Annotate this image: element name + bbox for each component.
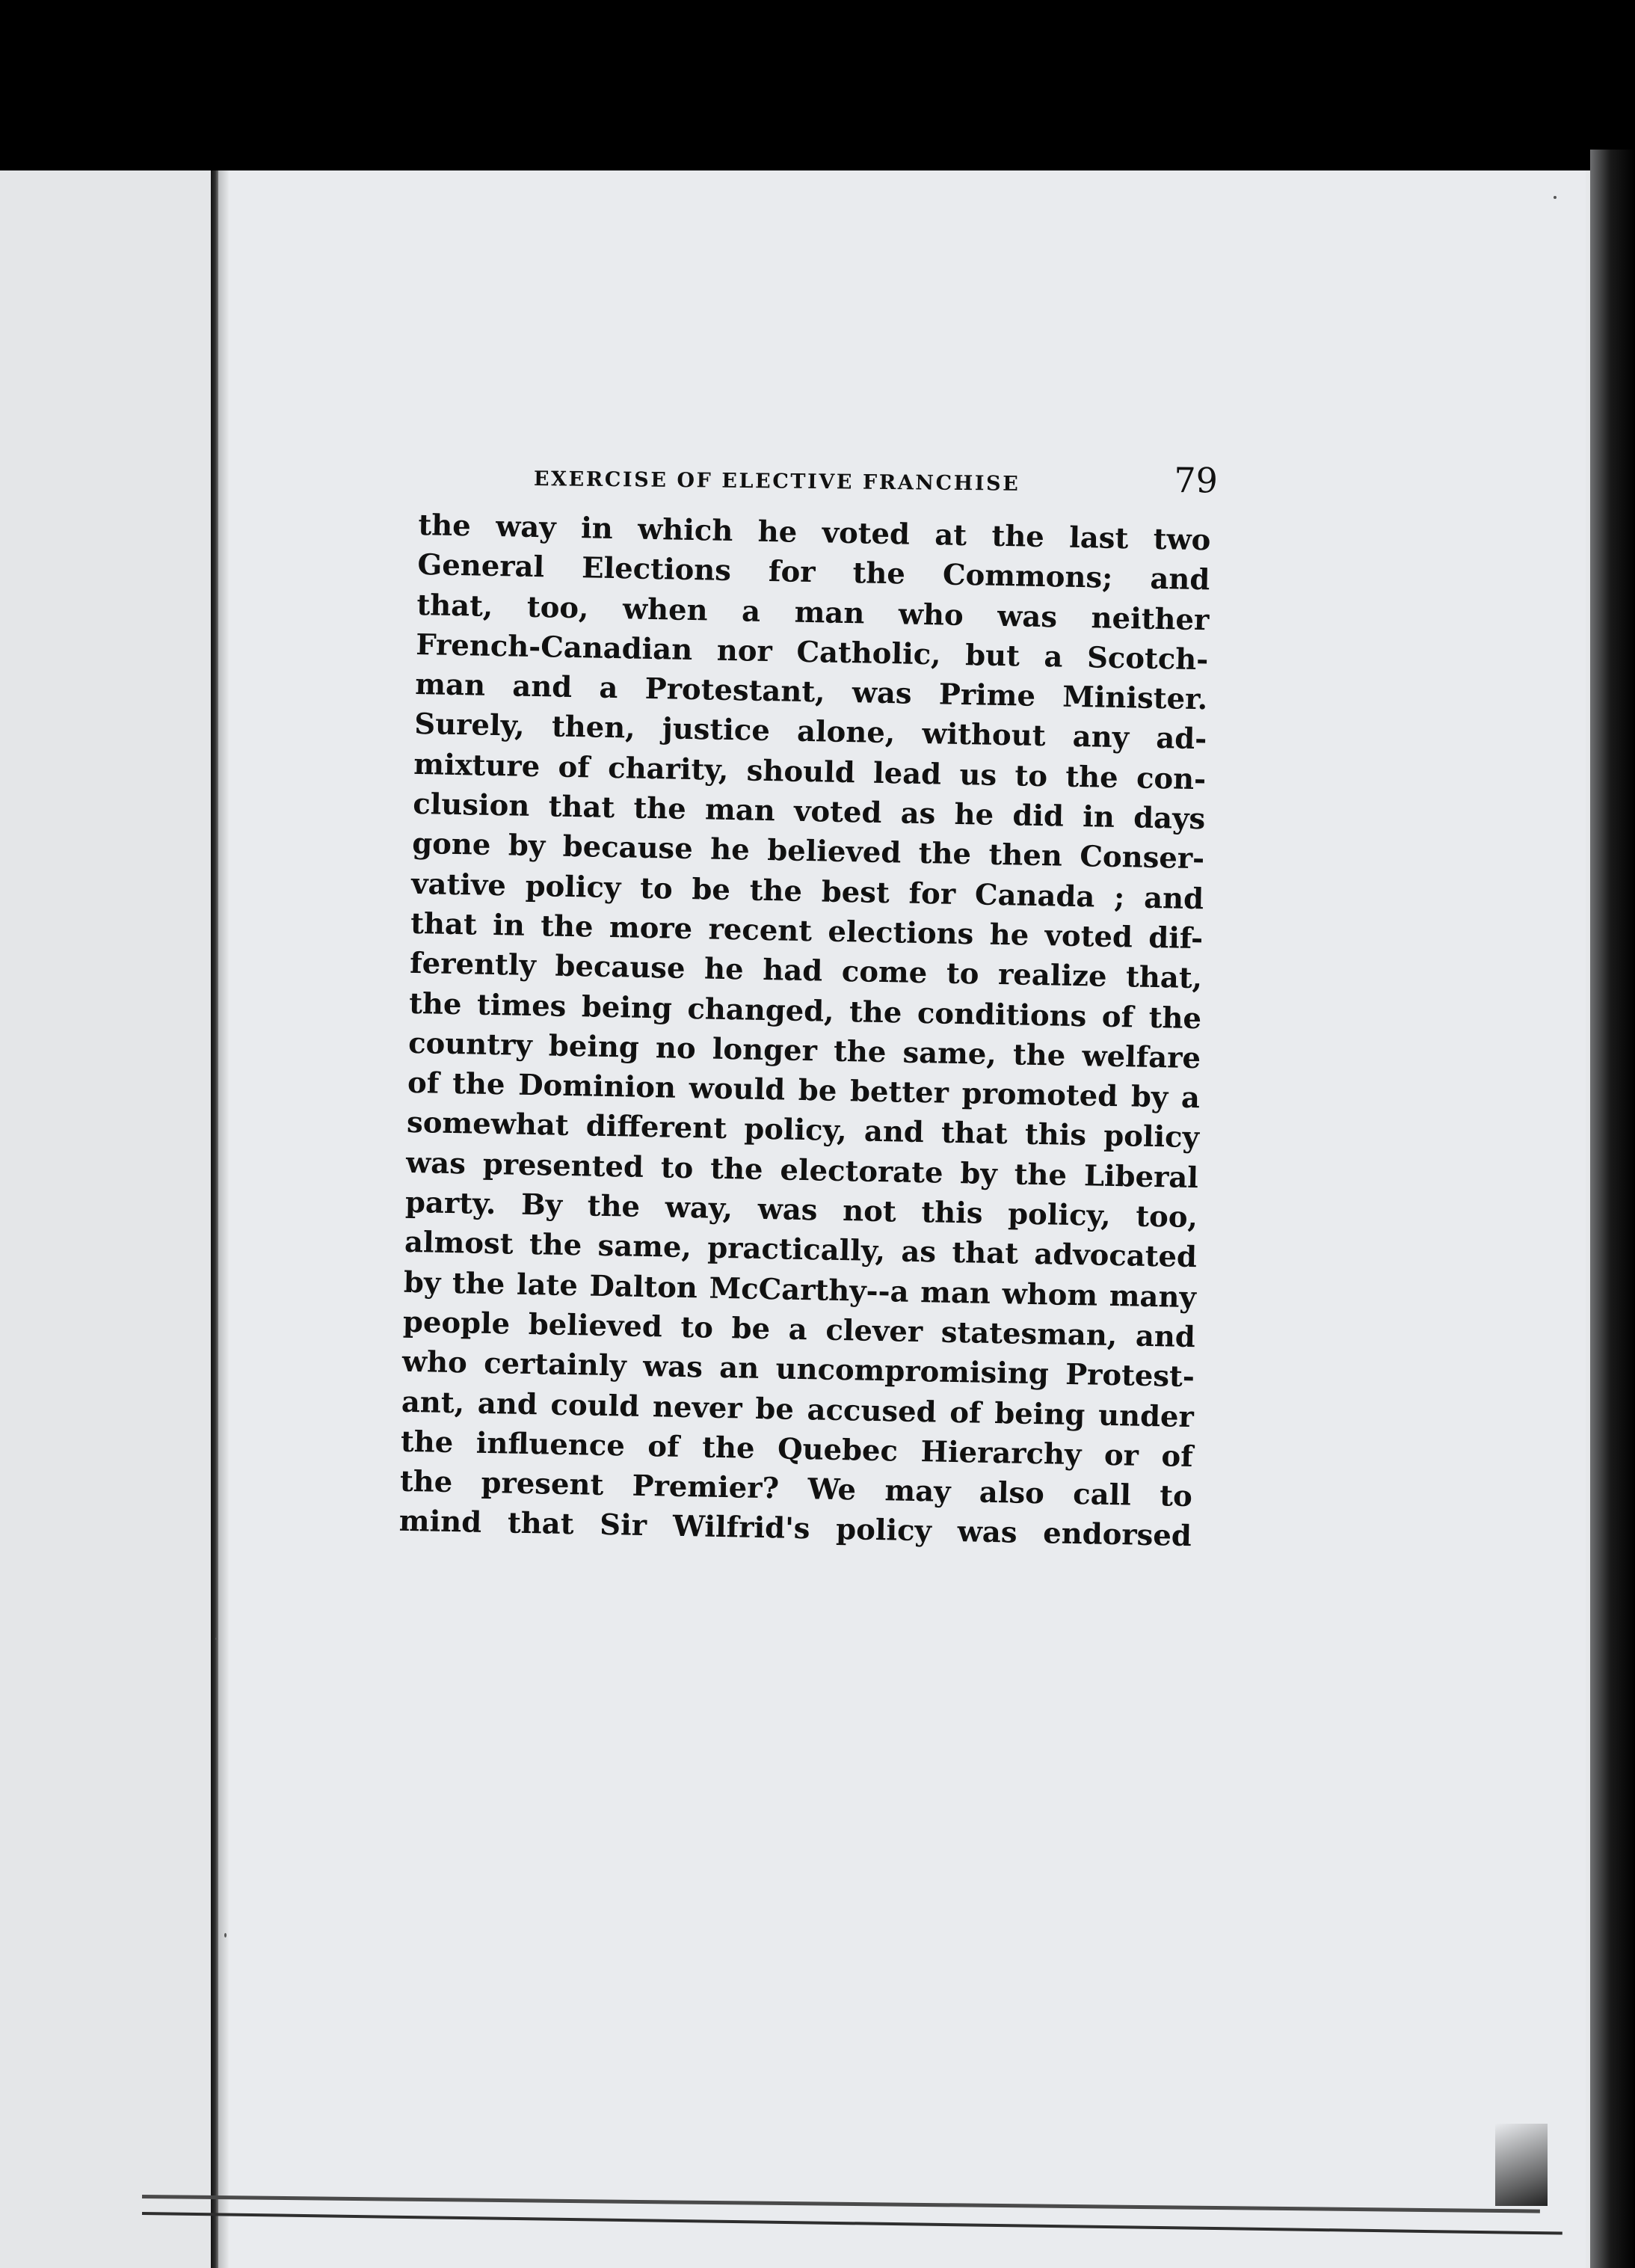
text-line: Surely, then, justice alone, without any ad- <box>413 707 1207 757</box>
text-line: the influence of the Quebec Hierarchy or of <box>400 1425 1194 1474</box>
text-line: man and a Protestant, was Prime Minister. <box>414 668 1208 717</box>
page-corner-shadow <box>1495 2124 1548 2206</box>
text-line: somewhat different policy, and that this policy <box>406 1106 1200 1155</box>
text-line: country being no longer the same, the welfare <box>407 1026 1201 1076</box>
book-gutter <box>211 170 218 2268</box>
facing-page <box>0 170 211 2268</box>
text-line: French-Canadian nor Catholic, but a Scotch- <box>415 627 1209 677</box>
running-title: EXERCISE OF ELECTIVE FRANCHISE <box>533 467 1020 496</box>
text-line: people believed to be a clever statesman, and <box>402 1305 1196 1355</box>
text-line: ant, and could never be accused of being under <box>401 1385 1195 1434</box>
page-number: 79 <box>1174 459 1219 501</box>
body-text <box>398 505 1210 1557</box>
gutter-shadow <box>218 170 229 2268</box>
text-line: ferently because he had come to realize that, <box>409 947 1203 996</box>
text-line: vative policy to be the best for Canada ; and <box>410 867 1204 916</box>
scan-speck <box>1554 196 1557 199</box>
text-line: almost the same, practically, as that advocated <box>404 1226 1198 1275</box>
text-line: mixture of charity, should lead us to the con- <box>413 747 1207 797</box>
text-line: was presented to the electorate by the Liberal <box>405 1146 1199 1195</box>
text-line: the times being changed, the conditions of the <box>408 986 1202 1036</box>
text-line: that, too, when a man who was neither <box>416 588 1210 637</box>
text-line: mind that Sir Wilfrid's policy was endorsed <box>398 1505 1192 1554</box>
scan-right-border <box>1590 150 1635 2268</box>
text-line: the way in which he voted at the last two <box>418 508 1211 558</box>
text-line: party. By the way, was not this policy, too, <box>404 1185 1198 1235</box>
text-line: by the late Dalton McCarthy--a man whom many <box>403 1265 1197 1315</box>
scan-speck <box>224 1933 227 1937</box>
text-line: that in the more recent elections he voted dif- <box>410 906 1204 956</box>
text-line: of the Dominion would be better promoted by a <box>407 1066 1201 1116</box>
text-line: clusion that the man voted as he did in days <box>412 787 1206 837</box>
text-line: gone by because he believed the then Conser- <box>411 827 1205 876</box>
scan-speck <box>215 1638 218 1640</box>
text-line: General Elections for the Commons; and <box>417 548 1210 597</box>
text-line: the present Premier? We may also call to <box>399 1464 1193 1514</box>
text-line: who certainly was an uncompromising Protest- <box>401 1345 1195 1395</box>
running-head <box>534 453 1219 501</box>
scan-top-border <box>0 0 1635 170</box>
